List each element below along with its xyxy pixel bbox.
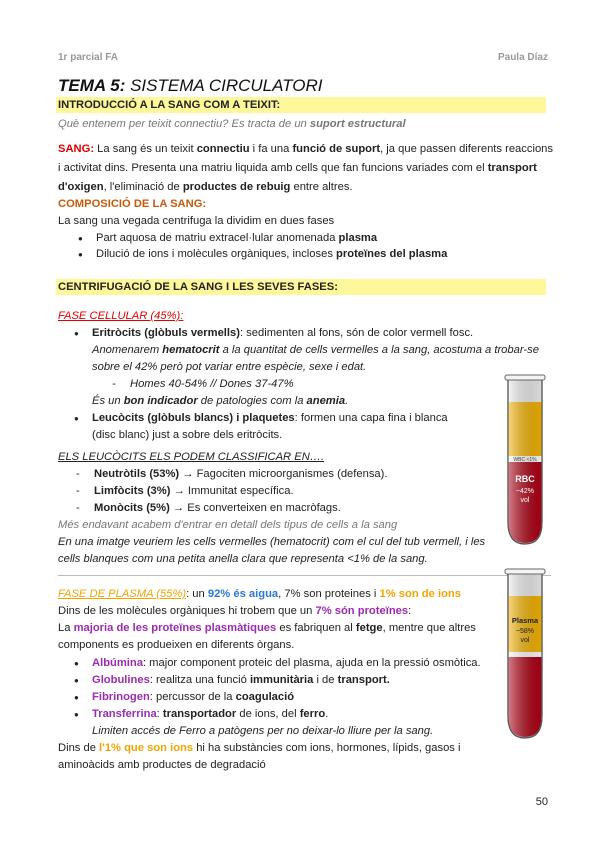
neutrofils-item: - Neutròtils (53%) → Fagociten microorganismes (defensa). xyxy=(76,468,388,480)
composicio-bullet-1: ● Part aquosa de matriu extracel·lular anomenada plasma xyxy=(96,230,377,246)
plasma-label: Plasma xyxy=(511,616,539,625)
composicio-bullet-2: ● Dilució de ions i molècules orgàniques, incloses proteïnes del plasma xyxy=(96,246,447,262)
monocits-item: - Monòcits (5%) → Es converteixen en macròfags. xyxy=(76,502,341,514)
page-number: 50 xyxy=(535,796,548,808)
fase-plasma-line: FASE DE PLASMA (55%): un 92% és aigua, 7% son proteines i 1% son de ions xyxy=(58,588,461,600)
imatge-line-1: En una imatge veuriem les cells vermelles (hematocrit) com el cul del tub vermell, i les xyxy=(58,536,486,548)
wbc-label: WBC <1% xyxy=(513,457,537,463)
header-course: 1r parcial FA xyxy=(58,52,119,63)
rbc-vol: vol xyxy=(520,497,530,504)
transferrina-note: Limiten accés de Ferro a patògens per no deixar-lo lliure per la sang. xyxy=(92,725,434,737)
leucocits-line-2: (disc blanc) just a sobre dels eritròcits. xyxy=(92,429,283,441)
ions-line-2: aminoàcids amb productes de degradació xyxy=(58,759,266,771)
limfocits-item: - Limfòcits (3%) → Immunitat específica. xyxy=(76,485,294,497)
test-tube-rbc-figure xyxy=(500,372,550,552)
hematocrit-line-2: sobre el 42% però pot variar entre espècie, sexe i edat. xyxy=(92,361,367,373)
divider xyxy=(58,575,551,576)
dins-molecules: Dins de les molècules orgàniques hi trobem que un 7% són proteïnes: xyxy=(58,605,412,617)
rbc-percent: ~42% xyxy=(515,488,535,495)
header-author: Paula Díaz xyxy=(497,52,548,63)
leucocits-item: ● Leucòcits (glòbuls blancs) i plaquetes: formen una capa fina i blanca xyxy=(92,410,448,426)
imatge-line-2: cells blanques com una petita anella clara que representa <1% de la sang. xyxy=(58,553,428,565)
fibrinogen-item: ● Fibrinogen: percussor de la coagulació xyxy=(92,689,294,705)
eritrocits-item: ● Eritròcits (glòbuls vermells): sedimenten al fons, són de color vermell fosc. xyxy=(92,325,473,341)
ions-line-1: Dins de l'1% que son ions hi ha substàncies com ions, hormones, lípids, gasos i xyxy=(58,742,461,754)
rbc-label: RBC xyxy=(515,474,535,484)
sang-p1: SANG: La sang és un teixit connectiu i fa una funció de suport, ja que passen diferents reaccions xyxy=(58,143,553,155)
anemia-line: És un bon indicador de patologies com la anemia. xyxy=(92,395,349,407)
plasma-vol: vol xyxy=(520,637,530,644)
majoria-line-2: components es produeixen en diferents òrgans. xyxy=(58,639,295,651)
homes-dones: - Homes 40-54% // Dones 37-47% xyxy=(112,378,294,390)
transferrina-item: ● Transferrina: transportador de ions, del ferro. xyxy=(92,706,328,722)
centrifugacio-heading: CENTRIFUGACIÓ DE LA SANG I LES SEVES FASES: xyxy=(56,279,546,295)
intro-question: Què entenem per teixit connectiu? Es tracta de un suport estructural xyxy=(58,118,406,130)
majoria-line-1: La majoria de les proteïnes plasmàtiques es fabriquen al fetge, mentre que altres xyxy=(58,622,476,634)
mes-endavant: Més endavant acabem d'entrar en detall dels tipus de cells a la sang xyxy=(58,519,398,531)
composicio-heading: COMPOSICIÓ DE LA SANG: xyxy=(58,198,207,210)
globulines-item: ● Globulines: realitza una funció immunitària i de transport. xyxy=(92,672,390,688)
test-tube-plasma-figure xyxy=(500,566,550,746)
fase-cellular-heading: FASE CELLULAR (45%): xyxy=(58,310,184,322)
intro-heading: INTRODUCCIÓ A LA SANG COM A TEIXIT: xyxy=(56,97,546,113)
sang-p3: d'oxigen, l'eliminació de productes de rebuig entre altres. xyxy=(58,181,353,193)
plasma-percent: ~58% xyxy=(515,628,535,635)
page-title: TEMA 5: SISTEMA CIRCULATORI xyxy=(58,76,323,95)
leucocits-classificacio-heading: ELS LEUCÒCITS ELS PODEM CLASSIFICAR EN…. xyxy=(58,451,325,463)
composicio-intro: La sang una vegada centrifuga la dividim en dues fases xyxy=(58,215,335,227)
sang-p2: i activitat dins. Presenta una matriu liquida amb cells que fan funcions variades com el transport xyxy=(58,162,537,174)
albumina-item: ● Albúmina: major component proteic del plasma, ajuda en la pressió osmòtica. xyxy=(92,655,481,671)
hematocrit-line-1: Anomenarem hematocrit a la quantitat de cells vermelles a la sang, acostuma a trobar-se xyxy=(92,344,539,356)
